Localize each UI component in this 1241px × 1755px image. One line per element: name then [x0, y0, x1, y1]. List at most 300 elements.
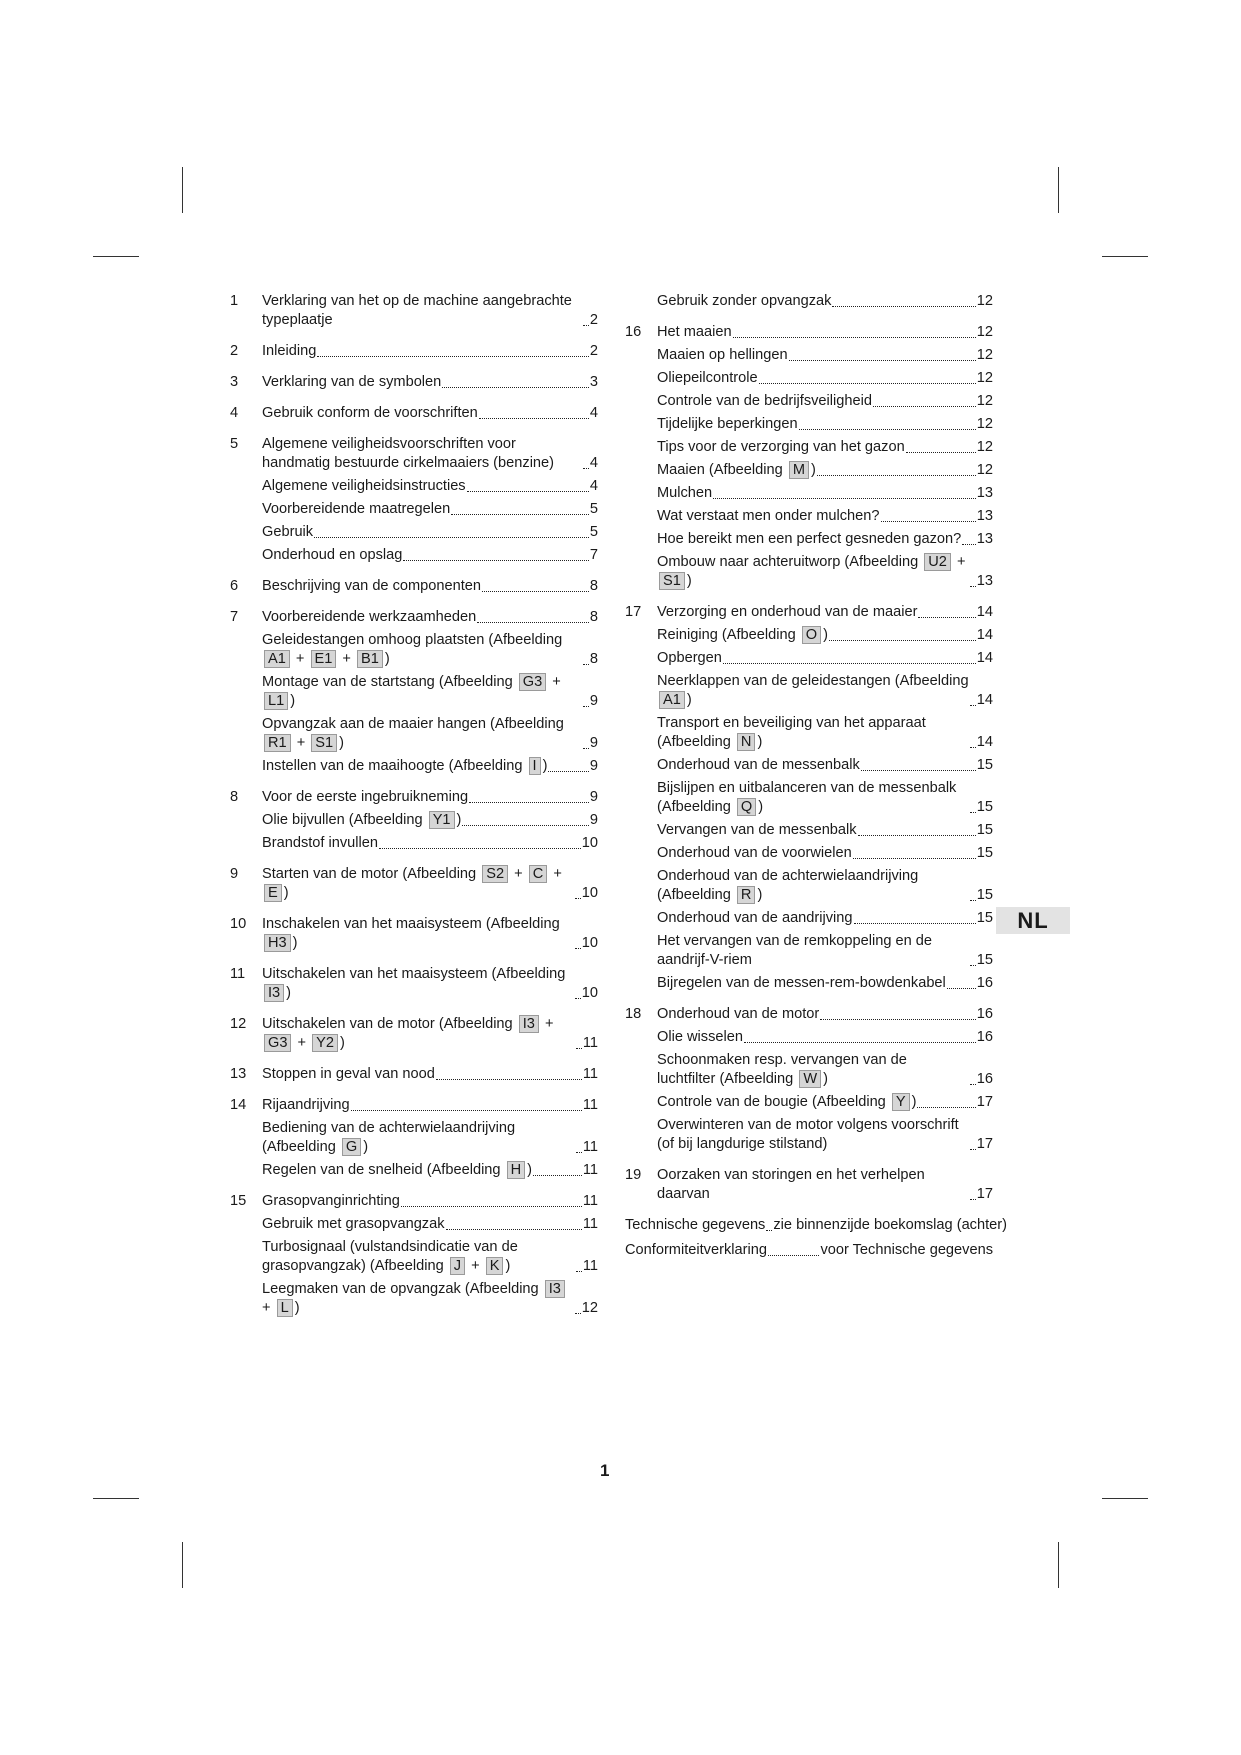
entry-text: Stoppen in geval van nood [262, 1066, 435, 1082]
toc-section [625, 1005, 993, 1154]
toc-entry[interactable] [262, 788, 598, 807]
entry-title [262, 1119, 575, 1157]
toc-entry[interactable] [262, 477, 598, 496]
entry-title [657, 1093, 916, 1112]
toc-entry[interactable] [657, 392, 993, 411]
dot-leader [970, 900, 976, 901]
dot-leader [575, 898, 581, 899]
dot-leader [947, 988, 976, 989]
dot-leader [832, 306, 975, 307]
page-ref: 16 [976, 1029, 993, 1045]
page-ref: 17 [976, 1136, 993, 1152]
page-ref: 14 [976, 604, 993, 620]
figure-ref-badge: Y1 [429, 811, 455, 829]
entry-text: Inleiding [262, 343, 317, 359]
dot-leader [482, 591, 589, 592]
toc-entry[interactable] [657, 369, 993, 388]
entry-text: Controle van de bougie (Afbeelding [657, 1094, 890, 1110]
entry-text: Controle van de bedrijfsveiligheid [657, 393, 872, 409]
dot-leader [713, 498, 976, 499]
entry-text: Bijslijpen en uitbalanceren van de messenbalk (Afbeelding [657, 780, 957, 815]
page-ref: 11 [582, 1035, 598, 1051]
page-ref: 15 [976, 799, 993, 815]
toc-entry[interactable] [262, 1215, 598, 1234]
entry-text: Vervangen van de messenbalk [657, 822, 857, 838]
toc-entry[interactable] [625, 1241, 993, 1260]
entry-title [262, 715, 582, 753]
dot-leader [917, 1107, 975, 1108]
entry-text: ) [292, 935, 298, 951]
entry-text: ) [686, 692, 692, 708]
toc-entry[interactable] [262, 865, 598, 903]
entry-text: ) [911, 1094, 917, 1110]
dot-leader [820, 1019, 976, 1020]
dot-leader [469, 802, 589, 803]
page-ref: 11 [582, 1066, 598, 1082]
toc-entry[interactable] [262, 811, 598, 830]
entry-title [657, 821, 857, 840]
dot-leader [970, 1084, 976, 1085]
toc-entry[interactable] [657, 1051, 993, 1089]
toc-entry[interactable] [262, 1065, 598, 1084]
page-ref: 4 [589, 478, 598, 494]
figure-ref-badge: E1 [311, 650, 337, 668]
section-number: 2 [230, 343, 239, 359]
entry-title [657, 438, 905, 457]
toc-entry[interactable] [657, 461, 993, 480]
entry-text: Algemene veiligheidsinstructies [262, 478, 466, 494]
crop-mark [93, 1498, 139, 1499]
entry-title [262, 1015, 575, 1053]
entry-text: Hoe bereikt men een perfect gesneden gazon? [657, 531, 962, 547]
entry-title [657, 530, 961, 549]
figure-ref-badge: N [737, 733, 756, 751]
entry-text: ) [527, 1162, 533, 1178]
page-ref: 5 [589, 524, 598, 540]
toc-entry[interactable] [657, 530, 993, 549]
toc-entry[interactable] [657, 438, 993, 457]
toc-entry[interactable] [657, 932, 993, 970]
page-ref: 15 [976, 845, 993, 861]
page-ref: 11 [582, 1216, 598, 1232]
toc-entry[interactable] [262, 373, 598, 392]
section-number: 16 [625, 324, 642, 340]
dot-leader [789, 360, 976, 361]
toc-entry[interactable] [262, 1161, 598, 1180]
dot-leader [575, 948, 581, 949]
figure-ref-badge: Y2 [312, 1034, 338, 1052]
dot-leader [799, 429, 976, 430]
entry-text: Neerklappen van de geleidestangen (Afbeelding [657, 673, 969, 689]
page-ref: 11 [582, 1162, 598, 1178]
toc-section [625, 1166, 993, 1204]
figure-ref-badge: K [486, 1257, 504, 1275]
page-ref: 13 [976, 573, 993, 589]
section-number: 1 [230, 293, 239, 309]
page-ref: 8 [589, 609, 598, 625]
figure-ref-badge: U2 [924, 553, 951, 571]
toc-entry[interactable] [657, 1166, 993, 1204]
entry-text: + [262, 1300, 275, 1316]
entry-title [262, 1192, 400, 1211]
page-ref: 16 [976, 1006, 993, 1022]
toc-entry[interactable] [625, 1216, 1007, 1235]
dot-leader [533, 1175, 582, 1176]
toc-section [230, 404, 598, 423]
entry-title [657, 714, 969, 752]
toc-entry[interactable] [262, 673, 598, 711]
page-ref: voor Technische gegevens [820, 1242, 993, 1258]
toc-entry[interactable] [262, 915, 598, 953]
entry-text: Voorbereidende werkzaamheden [262, 609, 477, 625]
figure-ref-badge: R [737, 886, 756, 904]
toc-entry[interactable] [657, 603, 993, 622]
dot-leader [451, 514, 589, 515]
toc-entry[interactable] [262, 715, 598, 753]
section-number: 11 [230, 966, 246, 982]
dot-leader [576, 1271, 582, 1272]
toc-entry[interactable] [262, 608, 598, 627]
toc-entry[interactable] [262, 342, 598, 361]
toc-section [230, 915, 598, 953]
entry-title [262, 811, 461, 830]
toc-section [625, 292, 993, 311]
dot-leader [575, 1313, 581, 1314]
figure-ref-badge: A1 [264, 650, 290, 668]
entry-title [262, 577, 481, 596]
page-ref: 7 [589, 547, 598, 563]
page-ref: 10 [581, 935, 598, 951]
figure-ref-badge: L [277, 1299, 293, 1317]
entry-title [262, 373, 441, 392]
figure-ref-badge: M [789, 461, 809, 479]
toc-entry[interactable] [657, 1028, 993, 1047]
entry-title [657, 626, 828, 645]
entry-title [262, 788, 468, 807]
toc-entry[interactable] [262, 834, 598, 853]
entry-text: Rijaandrijving [262, 1097, 350, 1113]
entry-title [657, 415, 798, 434]
entry-text: ) [294, 1300, 300, 1316]
toc-section [230, 608, 598, 776]
figure-ref-badge: A1 [659, 691, 685, 709]
page-ref: 11 [582, 1097, 598, 1113]
entry-title [262, 1280, 574, 1318]
toc-entry[interactable] [657, 626, 993, 645]
toc-entry[interactable] [262, 1096, 598, 1115]
dot-leader [548, 771, 588, 772]
figure-ref-badge: I3 [545, 1280, 565, 1298]
entry-text: Starten van de motor (Afbeelding [262, 866, 481, 882]
dot-leader [861, 770, 976, 771]
page-ref: 9 [589, 735, 598, 751]
entry-text: ) [823, 1071, 828, 1087]
entry-text: ) [505, 1258, 511, 1274]
entry-text: Wat verstaat men onder mulchen? [657, 508, 880, 524]
toc-entry[interactable] [262, 1192, 598, 1211]
figure-ref-badge: J [450, 1257, 465, 1275]
entry-text: Het maaien [657, 324, 732, 340]
page-ref: 12 [976, 439, 993, 455]
entry-text: Inschakelen van het maaisysteem (Afbeelding [262, 916, 560, 932]
entry-text: Maaien (Afbeelding [657, 462, 787, 478]
toc-entry[interactable] [657, 323, 993, 342]
crop-mark [1058, 1542, 1059, 1588]
toc-entry[interactable] [657, 1005, 993, 1024]
page-ref: 9 [589, 758, 598, 774]
entry-text: Bijregelen van de messen-rem-bowdenkabel [657, 975, 946, 991]
toc-entry[interactable] [657, 507, 993, 526]
toc-entry[interactable] [657, 1116, 993, 1154]
section-number: 9 [230, 866, 239, 882]
entry-text: Instellen van de maaihoogte (Afbeelding [262, 758, 527, 774]
section-number: 7 [230, 609, 239, 625]
entry-text: ) [384, 651, 390, 667]
dot-leader [970, 1149, 976, 1150]
toc-entry[interactable] [262, 292, 598, 330]
entry-text: Beschrijving van de componenten [262, 578, 482, 594]
dot-leader [817, 475, 976, 476]
entry-title [657, 1116, 969, 1154]
page-ref: 2 [589, 343, 598, 359]
language-badge: NL [996, 907, 1070, 934]
dot-leader [970, 747, 976, 748]
entry-text: ) [363, 1139, 369, 1155]
entry-text: + [952, 554, 966, 570]
page-ref: 15 [976, 910, 993, 926]
toc-entry[interactable] [657, 779, 993, 817]
entry-title [657, 553, 969, 591]
toc-section [230, 1065, 598, 1084]
dot-leader [918, 617, 975, 618]
entry-title [262, 477, 466, 496]
toc-entry[interactable] [657, 553, 993, 591]
toc-entry[interactable] [657, 714, 993, 752]
entry-text: + [292, 735, 310, 751]
entry-text: Onderhoud van de achterwielaandrijving (Afbeelding [657, 868, 919, 903]
figure-ref-badge: R1 [264, 734, 291, 752]
figure-ref-badge: C [529, 865, 548, 883]
toc-entry[interactable] [262, 1119, 598, 1157]
toc-entry[interactable] [657, 756, 993, 775]
page-ref: 11 [582, 1258, 598, 1274]
entry-title [657, 603, 917, 622]
crop-mark [1102, 1498, 1148, 1499]
dot-leader [854, 923, 976, 924]
entry-text: Gebruik zonder opvangzak [657, 293, 832, 309]
figure-ref-badge: S1 [659, 572, 685, 590]
entry-text: Gebruik conform de voorschriften [262, 405, 478, 421]
entry-text: Verklaring van de symbolen [262, 374, 442, 390]
dot-leader [970, 586, 976, 587]
entry-text: Algemene veiligheidsvoorschriften voor handmatig bestuurde cirkelmaaiers (benzine) [262, 436, 555, 471]
page-ref: 15 [976, 757, 993, 773]
entry-text: Brandstof invullen [262, 835, 379, 851]
toc-entry[interactable] [262, 577, 598, 596]
page-ref: 12 [976, 347, 993, 363]
entry-title [657, 867, 969, 905]
entry-title: Technische gegevens [625, 1217, 766, 1233]
figure-ref-badge: B1 [357, 650, 383, 668]
figure-ref-badge: S2 [482, 865, 508, 883]
entry-text: ) [339, 1035, 345, 1051]
entry-title [262, 965, 574, 1003]
page-ref: 12 [976, 370, 993, 386]
dot-leader [575, 998, 581, 999]
dot-leader [744, 1042, 976, 1043]
page-ref: 5 [589, 501, 598, 517]
toc-section [230, 342, 598, 361]
entry-text: Onderhoud en opslag [262, 547, 403, 563]
dot-leader [881, 521, 976, 522]
figure-ref-badge: H [507, 1161, 526, 1179]
page-ref: 11 [582, 1193, 598, 1209]
entry-text: Oliepeilcontrole [657, 370, 758, 386]
dot-leader [858, 835, 976, 836]
entry-text: + [549, 866, 562, 882]
entry-text: Onderhoud van de motor [657, 1006, 820, 1022]
entry-title [657, 292, 831, 311]
dot-leader [768, 1255, 820, 1256]
entry-text: Gebruik met grasopvangzak [262, 1216, 445, 1232]
toc-section [230, 1015, 598, 1053]
entry-text: Leegmaken van de opvangzak (Afbeelding [262, 1281, 543, 1297]
toc-entry[interactable] [657, 1093, 993, 1112]
entry-text: ) [542, 758, 548, 774]
toc-section [230, 1096, 598, 1180]
page-ref: 10 [581, 985, 598, 1001]
entry-title [657, 1166, 969, 1204]
toc-section [230, 435, 598, 565]
crop-mark [182, 167, 183, 213]
page-ref: 16 [976, 1071, 993, 1087]
entry-title [262, 292, 582, 330]
page-ref: 4 [589, 405, 598, 421]
section-number: 3 [230, 374, 239, 390]
toc-entry[interactable] [262, 1238, 598, 1276]
entry-title [657, 649, 722, 668]
dot-leader [583, 664, 589, 665]
toc-entry[interactable] [657, 867, 993, 905]
crop-mark [1102, 256, 1148, 257]
dot-leader [829, 640, 976, 641]
toc-section [230, 292, 598, 330]
section-number: 13 [230, 1066, 247, 1082]
page-ref: 12 [581, 1300, 598, 1316]
entry-title [657, 461, 816, 480]
figure-ref-badge: I [529, 757, 541, 775]
toc-entry[interactable] [262, 404, 598, 423]
entry-text: Mulchen [657, 485, 713, 501]
entry-text: Grasopvanginrichting [262, 1193, 400, 1209]
toc-entry[interactable] [657, 292, 993, 311]
entry-title [262, 1238, 575, 1276]
section-number: 10 [230, 916, 247, 932]
dot-leader [479, 418, 589, 419]
entry-text: Transport en beveiliging van het apparaat (Afbeelding [657, 715, 926, 750]
page-ref: 15 [976, 822, 993, 838]
page-ref: 8 [589, 578, 598, 594]
figure-ref-badge: Q [737, 798, 756, 816]
toc-entry[interactable] [262, 631, 598, 669]
toc-entry[interactable] [657, 415, 993, 434]
entry-title [262, 834, 378, 853]
toc-entry[interactable] [657, 909, 993, 928]
toc-entry[interactable] [657, 649, 993, 668]
page-ref: 12 [976, 462, 993, 478]
entry-text: ) [290, 693, 296, 709]
dot-leader [314, 537, 589, 538]
toc-right-column [625, 292, 1007, 1266]
dot-leader [970, 812, 976, 813]
page-ref: 2 [589, 312, 598, 328]
entry-text: Opvangzak aan de maaier hangen (Afbeelding [262, 716, 564, 732]
figure-ref-badge: H3 [264, 934, 291, 952]
entry-text: Reiniging (Afbeelding [657, 627, 800, 643]
crop-mark [93, 256, 139, 257]
dot-leader [759, 383, 976, 384]
entry-title [657, 1005, 819, 1024]
dot-leader [462, 825, 588, 826]
figure-ref-badge: G3 [519, 673, 546, 691]
entry-title [262, 435, 582, 473]
page-ref: 13 [976, 508, 993, 524]
entry-title [262, 608, 476, 627]
toc-entry[interactable] [657, 844, 993, 863]
entry-text: Maaien op hellingen [657, 347, 788, 363]
dot-leader [442, 387, 589, 388]
toc-entry[interactable] [657, 484, 993, 503]
entry-title [657, 1051, 969, 1089]
dot-leader [576, 1152, 582, 1153]
section-number: 15 [230, 1193, 247, 1209]
dot-leader [317, 356, 589, 357]
toc-left-column [230, 292, 598, 1330]
toc-entry[interactable] [657, 346, 993, 365]
entry-text: Ombouw naar achteruitworp (Afbeelding [657, 554, 923, 570]
figure-ref-badge: W [799, 1070, 821, 1088]
toc-entry[interactable] [657, 821, 993, 840]
toc-entry[interactable] [262, 435, 598, 473]
page-ref: 16 [976, 975, 993, 991]
entry-text: Bediening van de achterwielaandrijving (Afbeelding [262, 1120, 516, 1155]
entry-text: Regelen van de snelheid (Afbeelding [262, 1162, 505, 1178]
toc-entry[interactable] [657, 672, 993, 710]
toc-entry[interactable] [657, 974, 993, 993]
entry-text: + [293, 1035, 311, 1051]
dot-leader [723, 663, 976, 664]
toc-entry[interactable] [262, 965, 598, 1003]
page-ref: 11 [582, 1139, 598, 1155]
section-number: 12 [230, 1016, 247, 1032]
toc-entry[interactable] [262, 1015, 598, 1053]
section-number: 17 [625, 604, 642, 620]
entry-text: + [467, 1258, 484, 1274]
dot-leader [970, 965, 976, 966]
toc-entry[interactable] [262, 546, 598, 565]
page-ref: 12 [976, 416, 993, 432]
toc-entry[interactable] [262, 757, 598, 776]
entry-title [657, 974, 946, 993]
toc-entry[interactable] [262, 523, 598, 542]
entry-title [657, 1028, 743, 1047]
page-ref: 12 [976, 293, 993, 309]
page-ref: 10 [581, 835, 598, 851]
toc-section [625, 603, 993, 993]
dot-leader [766, 1230, 772, 1231]
toc-entry[interactable] [262, 1280, 598, 1318]
toc-entry[interactable] [262, 500, 598, 519]
